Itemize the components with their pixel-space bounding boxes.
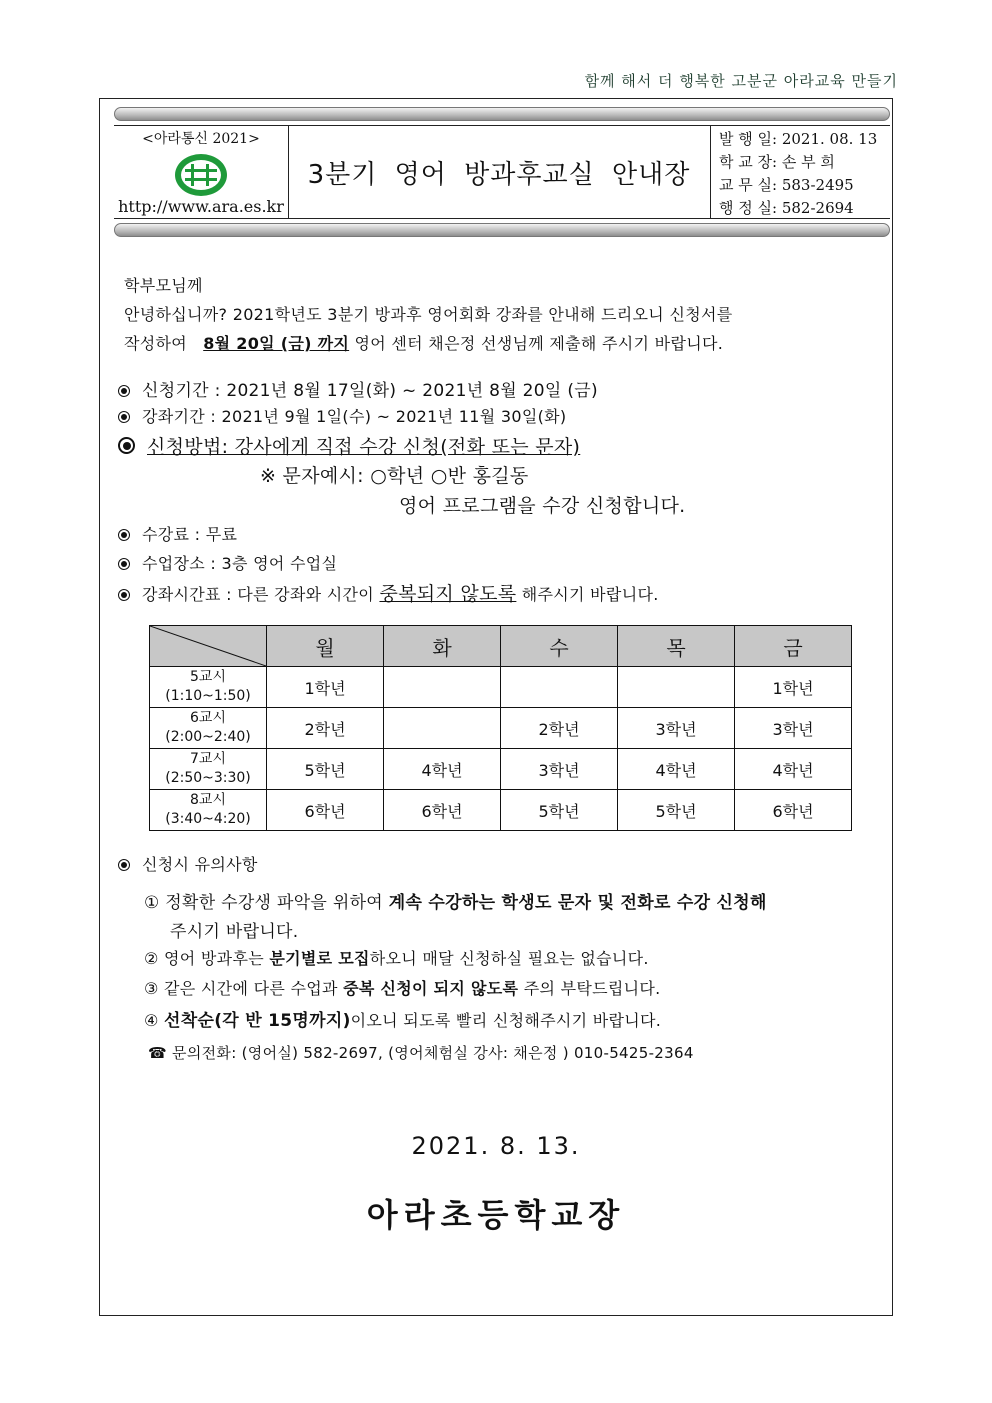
- note-3-emphasis: 중복 신청이 되지 않도록: [343, 979, 519, 998]
- note-1-pre: ① 정확한 수강생 파악을 위하여: [144, 893, 384, 913]
- timetable-note-post: 해주시기 바랍니다.: [521, 585, 659, 604]
- header-top-bar: [114, 107, 890, 121]
- day-header: 금: [735, 626, 852, 667]
- bullet-icon: [118, 589, 130, 601]
- note-2: [144, 946, 649, 969]
- timetable: [149, 625, 852, 831]
- note-4-pre: ④: [144, 1011, 159, 1030]
- note-2-post: 하오니 매달 신청하실 필요는 없습니다.: [369, 949, 649, 968]
- header-left-panel: [114, 126, 289, 218]
- table-row: [150, 708, 852, 749]
- diagonal-line-icon: [150, 626, 266, 666]
- issue-info: [710, 126, 890, 218]
- intro-line-2: [124, 331, 723, 354]
- sms-example-line-2: 영어 프로그램을 수강 신청합니다.: [399, 495, 686, 517]
- table-cell: 5학년: [501, 790, 618, 831]
- sms-example-line-1: ※ 문자예시: ○학년 ○반 홍길동: [260, 465, 529, 487]
- table-row: [150, 667, 852, 708]
- period-cell: [150, 708, 267, 749]
- table-cell: 6학년: [384, 790, 501, 831]
- timetable-item: [118, 579, 659, 606]
- note-4: [144, 1006, 661, 1031]
- table-cell: 1학년: [267, 667, 384, 708]
- note-4-post: 이오니 되도록 빨리 신청해주시기 바랍니다.: [350, 1011, 662, 1030]
- school-slogan: 함께 해서 더 행복한 고분군 아라교육 만들기: [584, 72, 898, 90]
- admin-phone: 행 정 실: 582-2694: [719, 199, 854, 217]
- intro-deadline: 8월 20일 (금) 까지: [203, 334, 350, 353]
- principal-name: 학 교 장: 손 부 희: [719, 153, 835, 171]
- timetable-note-pre: 강좌시간표 : 다른 강좌와 시간이: [142, 585, 375, 604]
- place-text: 수업장소 : 3층 영어 수업실: [142, 554, 338, 573]
- newsletter-tag: <아라통신 2021>: [142, 131, 260, 147]
- place-item: [118, 551, 337, 574]
- apply-method-text: 신청방법: 강사에게 직접 수강 신청(전화 또는 문자): [147, 436, 581, 458]
- bullet-icon: [118, 859, 130, 871]
- table-row: [150, 749, 852, 790]
- course-period-item: [118, 404, 566, 427]
- bullet-icon: [118, 411, 130, 423]
- table-row: [150, 790, 852, 831]
- note-1-continued: 주시기 바랍니다.: [170, 922, 299, 942]
- period-label: 6교시: [190, 710, 226, 726]
- intro-line-1: 안녕하십니까? 2021학년도 3분기 방과후 영어회화 강좌를 안내해 드리오니 신청서를: [124, 305, 733, 324]
- table-cell: [384, 708, 501, 749]
- note-3-post: 주의 부탁드립니다.: [523, 979, 661, 998]
- table-cell: 3학년: [735, 708, 852, 749]
- note-4-emphasis: 선착순(각 반 15명까지): [164, 1011, 351, 1031]
- table-cell: [618, 667, 735, 708]
- principal-signature: 아라초등학교장: [366, 1196, 626, 1234]
- school-logo-icon: [173, 152, 229, 198]
- school-url: http://www.ara.es.kr: [118, 197, 284, 216]
- table-cell: 5학년: [267, 749, 384, 790]
- table-cell: 5학년: [618, 790, 735, 831]
- timetable-corner: [150, 626, 267, 667]
- table-cell: [501, 667, 618, 708]
- day-header: 수: [501, 626, 618, 667]
- table-cell: 4학년: [384, 749, 501, 790]
- bullet-icon: [118, 558, 130, 570]
- contact-phone: ☎ 문의전화: (영어실) 582-2697, (영어체험실 강사: 채은정 ) 010-5425-2364: [148, 1044, 694, 1062]
- note-1: [144, 888, 767, 913]
- notes-heading-text: 신청시 유의사항: [142, 855, 258, 874]
- table-cell: 1학년: [735, 667, 852, 708]
- period-cell: [150, 667, 267, 708]
- office-phone: 교 무 실: 583-2495: [719, 176, 854, 194]
- period-label: 8교시: [190, 792, 226, 808]
- note-1-emphasis: 계속 수강하는 학생도 문자 및 전화로 수강 신청해: [388, 893, 767, 913]
- table-cell: 4학년: [618, 749, 735, 790]
- note-3: [144, 976, 661, 999]
- bullet-icon: [118, 437, 135, 454]
- table-cell: [384, 667, 501, 708]
- apply-method-item: [118, 432, 580, 459]
- timetable-note-emphasis: 중복되지 않도록: [379, 583, 517, 605]
- table-cell: 3학년: [501, 749, 618, 790]
- issue-date-footer: 2021. 8. 13.: [411, 1132, 581, 1160]
- day-header: 월: [267, 626, 384, 667]
- day-header: 목: [618, 626, 735, 667]
- page-title: 3분기 영어 방과후교실 안내장: [307, 159, 691, 190]
- table-cell: 4학년: [735, 749, 852, 790]
- notes-heading: [118, 852, 258, 875]
- apply-period-item: [118, 376, 598, 401]
- note-2-emphasis: 분기별로 모집: [269, 949, 370, 968]
- table-cell: 2학년: [501, 708, 618, 749]
- period-time: (2:00~2:40): [165, 729, 251, 745]
- table-cell: 6학년: [267, 790, 384, 831]
- table-cell: 2학년: [267, 708, 384, 749]
- intro-line-2-pre: 작성하여: [124, 334, 188, 353]
- note-2-pre: ② 영어 방과후는: [144, 949, 264, 968]
- timetable-header-row: [150, 626, 852, 667]
- intro-line-2-post: 영어 센터 채은정 선생님께 제출해 주시기 바랍니다.: [354, 334, 724, 353]
- period-time: (3:40~4:20): [165, 811, 251, 827]
- apply-period-text: 신청기간 : 2021년 8월 17일(화) ~ 2021년 8월 20일 (금): [142, 381, 598, 401]
- greeting: 학부모님께: [124, 276, 203, 295]
- period-label: 7교시: [190, 751, 226, 767]
- bullet-icon: [118, 529, 130, 541]
- newsletter-header: [114, 125, 890, 219]
- course-period-text: 강좌기간 : 2021년 9월 1일(수) ~ 2021년 11월 30일(화): [142, 407, 567, 426]
- bullet-icon: [118, 385, 130, 397]
- issue-date: 발 행 일: 2021. 08. 13: [719, 130, 878, 148]
- fee-text: 수강료 : 무료: [142, 525, 238, 544]
- period-time: (2:50~3:30): [165, 770, 251, 786]
- period-cell: [150, 749, 267, 790]
- period-time: (1:10~1:50): [165, 688, 251, 704]
- header-bottom-bar: [114, 223, 890, 237]
- table-cell: 6학년: [735, 790, 852, 831]
- day-header: 화: [384, 626, 501, 667]
- period-label: 5교시: [190, 669, 226, 685]
- note-3-pre: ③ 같은 시간에 다른 수업과: [144, 979, 338, 998]
- table-cell: 3학년: [618, 708, 735, 749]
- fee-item: [118, 522, 237, 545]
- period-cell: [150, 790, 267, 831]
